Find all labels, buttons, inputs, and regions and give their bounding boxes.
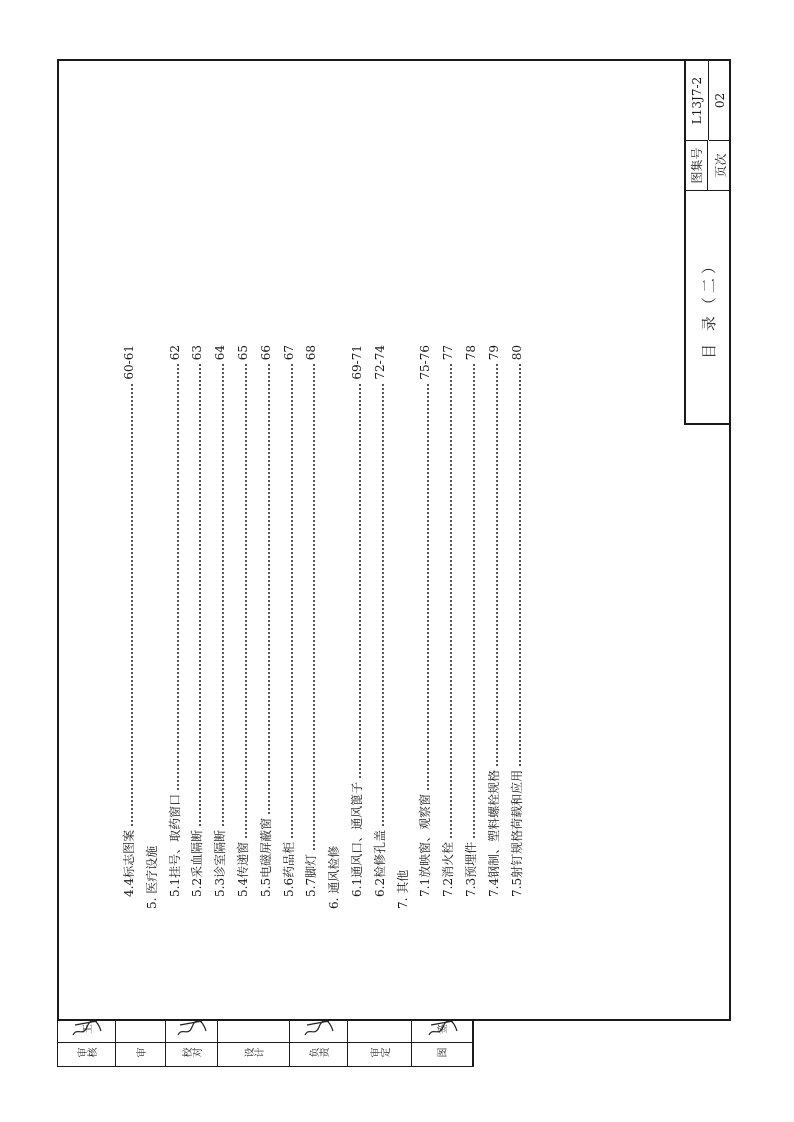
- toc-entry-page: 62: [167, 345, 182, 361]
- toc-heading: [389, 357, 411, 909]
- approval-cell: [348, 1020, 412, 1066]
- toc-entry-label: 5. 医疗设施: [144, 845, 159, 909]
- toc-entry: [411, 345, 433, 897]
- atlas-number: L13J7-2: [686, 61, 709, 140]
- toc-leader-dots: [358, 384, 361, 778]
- approval-role: 图: [412, 1042, 472, 1066]
- toc-entry-page: 80: [509, 345, 524, 361]
- toc-leader-dots: [381, 384, 384, 826]
- toc-entry-label: 7.4钢制、塑料螺栓规格: [486, 769, 501, 897]
- toc-entry-page: 79: [486, 345, 501, 361]
- toc-entry-page: 69-71: [350, 345, 364, 380]
- handwritten-signature-icon: [172, 1011, 212, 1041]
- approval-signature: [348, 1020, 411, 1042]
- toc-leader-dots: [472, 364, 475, 838]
- toc-heading: [320, 357, 342, 909]
- toc-entry-label: 5.4传递窗: [236, 841, 250, 897]
- toc-entry: [480, 345, 502, 897]
- toc-entry-page: 75-76: [418, 345, 433, 380]
- toc-entry-page: 66: [258, 345, 273, 361]
- title-block: [684, 61, 731, 425]
- toc-entry-label: 5.7脚灯: [304, 853, 319, 897]
- approval-cell: [290, 1020, 348, 1066]
- approval-cell: [166, 1020, 218, 1066]
- approval-role: 审核: [58, 1042, 115, 1066]
- toc-entry: [115, 345, 137, 897]
- handwritten-signature-icon: [423, 1011, 463, 1041]
- toc-entry: [297, 345, 319, 897]
- toc-entry-page: 60-61: [122, 345, 136, 380]
- toc-entry: [252, 345, 274, 897]
- toc-leader-dots: [449, 364, 452, 838]
- handwritten-signature-icon: [67, 1011, 107, 1041]
- toc-entry-label: 7.5射钉规格荷载和应用: [509, 769, 524, 897]
- approval-role: 设计: [218, 1042, 289, 1066]
- toc-entry-label: 6.2检修孔盖: [372, 829, 387, 897]
- toc-entry-label: 6.1通风口、通风篦子: [350, 781, 364, 897]
- toc-entry: [343, 345, 365, 897]
- toc-entry-label: 5.3诊室隔断: [213, 829, 228, 897]
- toc-entry-label: 7.3预埋件: [464, 841, 478, 897]
- toc-entry-label: 7.1放映窗、观察窗: [418, 793, 433, 897]
- handwritten-signature-icon: [299, 1011, 339, 1041]
- toc-entry-label: 5.2采血隔断: [190, 829, 205, 897]
- toc-leader-dots: [198, 364, 201, 826]
- toc-leader-dots: [495, 364, 498, 766]
- toc-entry-label: 7. 其他: [395, 869, 410, 909]
- page-number-label: 页次: [709, 140, 731, 190]
- toc-entry-page: 64: [213, 345, 228, 361]
- toc-entry: [503, 345, 525, 897]
- toc-entry-label: 5.6药品柜: [281, 841, 296, 897]
- approval-role: 审: [116, 1042, 165, 1066]
- toc-entry-page: 63: [190, 345, 205, 361]
- toc-entry-page: 77: [441, 345, 456, 361]
- approval-cell: [116, 1020, 166, 1066]
- toc-entry-label: 5.5电磁屏蔽窗: [258, 817, 273, 897]
- toc-entry-label: 6. 通风检修: [327, 845, 342, 909]
- toc-entry: [366, 345, 388, 897]
- toc-entry: [206, 345, 228, 897]
- atlas-number-label: 图集号: [686, 140, 708, 190]
- approval-signature: [218, 1020, 289, 1042]
- sheet-title: 目 录（二）: [686, 190, 731, 423]
- approval-signature-strip: [57, 1019, 474, 1067]
- approval-signature: 签: [437, 1025, 447, 1037]
- approval-signature: [116, 1020, 165, 1042]
- approval-cell: [218, 1020, 290, 1066]
- toc-entry: [457, 345, 479, 897]
- toc-leader-dots: [518, 364, 521, 766]
- toc-entry: [229, 345, 251, 897]
- toc-entry: [183, 345, 205, 897]
- toc-entry-page: 65: [236, 345, 250, 361]
- toc-entry-page: 68: [304, 345, 319, 361]
- toc-leader-dots: [244, 364, 247, 838]
- toc-leader-dots: [176, 364, 179, 790]
- toc-entry-page: 72-74: [372, 345, 387, 380]
- approval-cell: [58, 1020, 116, 1066]
- toc-entry-page: 67: [281, 345, 296, 361]
- toc-entry: [161, 345, 183, 897]
- toc-leader-dots: [221, 364, 224, 826]
- approval-role: 负责: [290, 1042, 347, 1066]
- page-number: 02: [713, 92, 727, 109]
- approval-role: 审定: [348, 1042, 411, 1066]
- approval-signature: 王: [81, 1025, 92, 1037]
- approval-cell: [412, 1020, 473, 1066]
- toc-entry-page: 78: [464, 345, 478, 361]
- toc-leader-dots: [426, 384, 429, 790]
- toc-leader-dots: [312, 364, 315, 850]
- approval-role: 校对: [166, 1042, 217, 1066]
- toc-leader-dots: [290, 364, 293, 838]
- toc-entry: [275, 345, 297, 897]
- toc-entry: [434, 345, 456, 897]
- toc-heading: [138, 357, 160, 909]
- toc-entry-label: 7.2消火栓: [441, 841, 456, 897]
- toc-entry-label: 5.1挂号、取药窗口: [167, 793, 182, 897]
- toc-leader-dots: [130, 384, 133, 826]
- toc-leader-dots: [267, 364, 270, 814]
- toc-entry-label: 4.4标志图案: [122, 829, 136, 897]
